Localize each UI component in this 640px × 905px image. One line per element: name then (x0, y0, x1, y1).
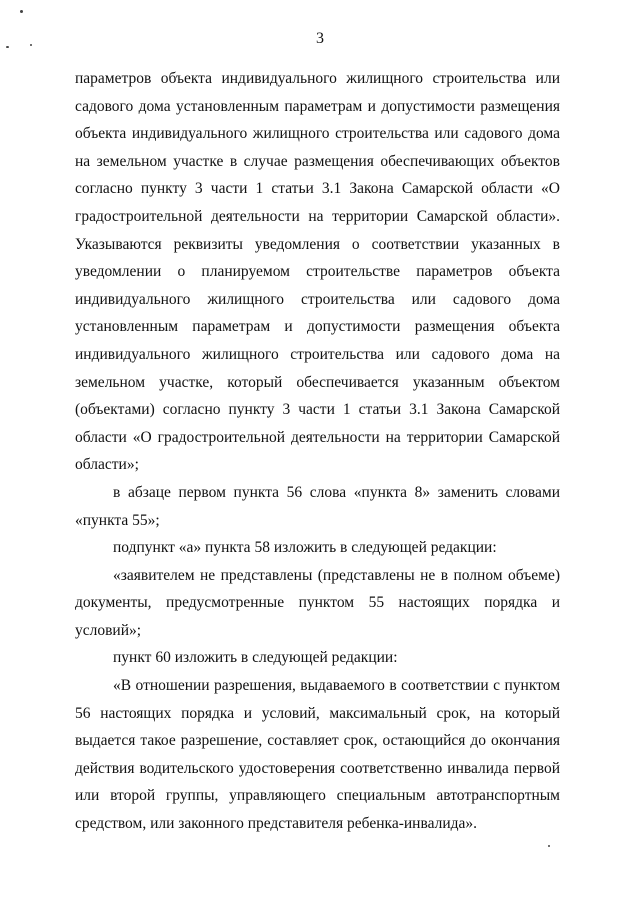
document-body (75, 65, 560, 838)
paragraph-applicant-clause: «заявителем не представлены (представлены не в полном объеме) документы, предусмотренные пунктом 55 настоящих порядка и условий»; (75, 566, 560, 639)
scan-speck (6, 46, 9, 48)
paragraph-item-60: пункт 60 изложить в следующей редакции: (113, 649, 398, 667)
scan-speck (548, 845, 550, 847)
paragraph-permit-term: «В отношении разрешения, выдаваемого в соответствии с пунктом 56 настоящих порядка и условий, максимальный срок, на который выдается такое разрешение, составляет срок, остающийся до окончания действия водительского удостоверения соответственно инвалида первой или второй группы, управляющего специальным автотранспортным средством, или законного представителя ребенка-инвалида». (75, 677, 560, 833)
scan-speck (30, 44, 32, 46)
page-number: 3 (316, 30, 324, 47)
paragraph-subitem-58: подпункт «а» пункта 58 изложить в следующей редакции: (113, 539, 497, 557)
scan-speck (20, 10, 23, 13)
paragraph-amendment-56: в абзаце первом пункта 56 слова «пункта 8» заменить словами «пункта 55»; (75, 483, 560, 529)
paragraph-continuation: параметров объекта индивидуального жилищного строительства или садового дома установленным параметрам и допустимости размещения объекта индивидуального жилищного строительства или садового дома на земельном участке в случае размещения обеспечивающих объектов согласно пункту 3 части 1 статьи 3.1 Закона Самарской области «О градостроительной деятельности на территории Самарской области». Указываются реквизиты уведомления о соответствии указанных в уведомлении о планируемом строительстве параметров объекта индивидуального жилищного строительства или садового дома установленным параметрам и допустимости размещения объекта индивидуального жилищного строительства или садового дома на земельном участке, который обеспечивается указанным объектом (объектами) согласно пункту 3 части 1 статьи 3.1 Закона Самарской области «О градостроительной деятельности на территории Самарской области»; (75, 70, 560, 474)
